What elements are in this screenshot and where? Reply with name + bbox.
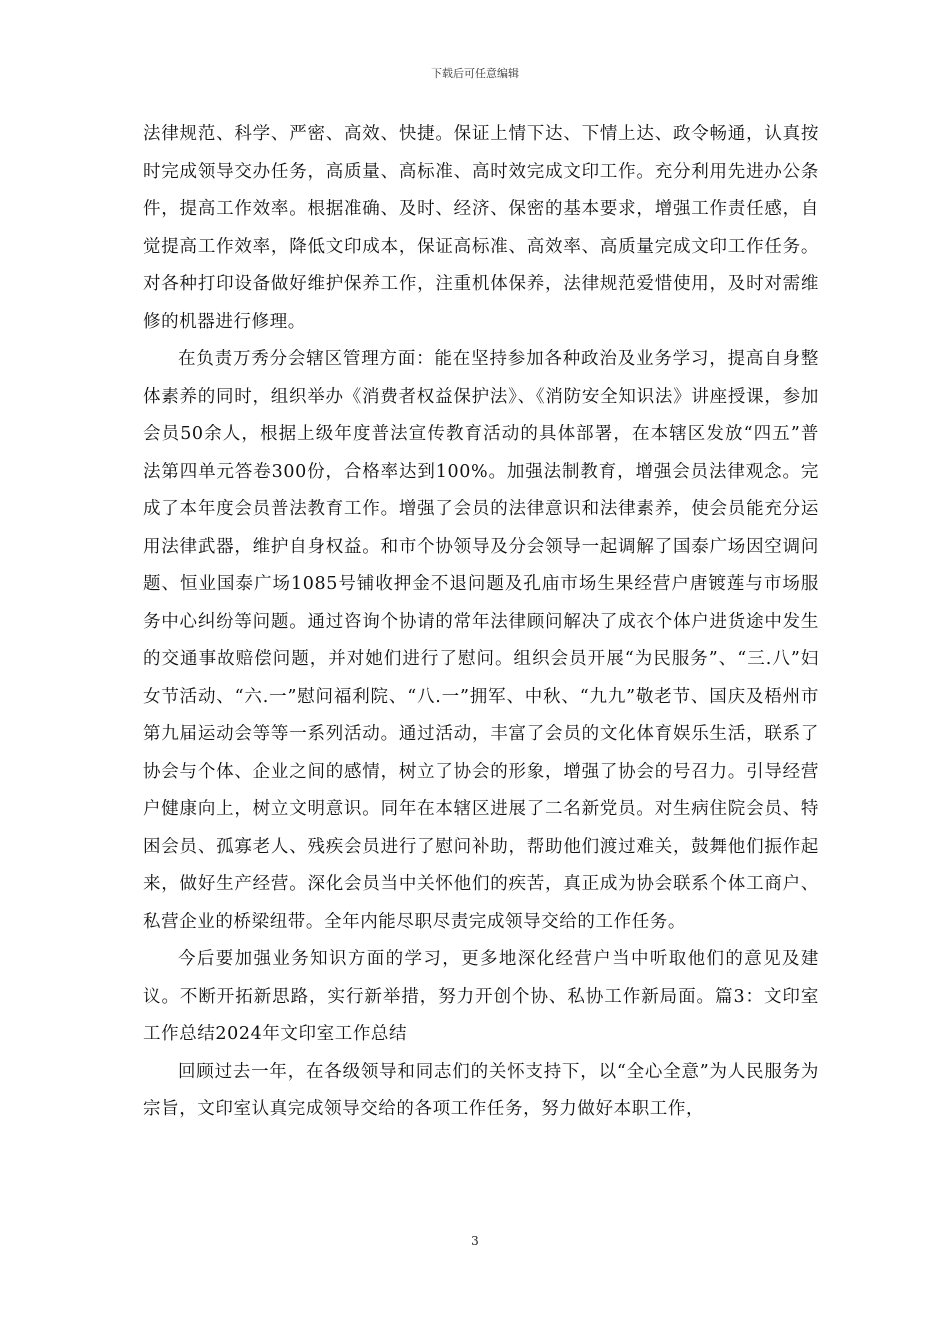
paragraph-review: 回顾过去一年，在各级领导和同志们的关怀支持下，以“全心全意”为人民服务为宗旨，文印室认真完成领导交给的各项工作任务，努力做好本职工作， [143, 1061, 819, 1119]
paragraph-continuation: 法律规范、科学、严密、高效、快捷。保证上情下达、下情上达、政令畅通，认真按时完成领导交办任务，高质量、高标准、高时效完成文印工作。充分利用先进办公条件，提高工作效率。根据准确、及时、经济、保密的基本要求，增强工作责任感，自觉提高工作效率，降低文印成本，保证高标准、高效率、高质量完成文印工作任务。对各种打印设备做好维护保养工作，注重机体保养，法律规范爱惜使用，及时对需维修的机器进行修理。 [143, 124, 819, 332]
document-body [143, 116, 819, 1129]
paragraph-future-plans: 今后要加强业务知识方面的学习，更多地深化经营户当中听取他们的意见及建议。不断开拓新思路，实行新举措，努力开创个协、私协工作新局面。篇3：文印室工作总结2024年文印室工作总结 [143, 949, 819, 1044]
page-header: 下载后可任意编辑 [431, 67, 519, 80]
page-number: 3 [471, 1234, 479, 1248]
paragraph-district-management: 在负责万秀分会辖区管理方面：能在坚持参加各种政治及业务学习，提高自身整体素养的同时，组织举办《消费者权益保护法》、《消防安全知识法》讲座授课，参加会员50余人，根据上级年度普法宣传教育活动的具体部署，在本辖区发放“四五”普法第四单元答卷300份，合格率达到100%。加强法制教育，增强会员法律观念。完成了本年度会员普法教育工作。增强了会员的法律意识和法律素养，使会员能充分运用法律武器，维护自身权益。和市个协领导及分会领导一起调解了国泰广场因空调问题、恒业国泰广场1085号铺收押金不退问题及孔庙市场生果经营户唐镀莲与市场服务中心纠纷等问题。通过咨询个协请的常年法律顾问解决了成衣个体户进货途中发生的交通事故赔偿问题，并对她们进行了慰问。组织会员开展“为民服务”、“三.八”妇女节活动、“六.一”慰问福利院、“八.一”拥军、中秋、“九九”敬老节、国庆及梧州市第九届运动会等等一系列活动。通过活动，丰富了会员的文化体育娱乐生活，联系了协会与个体、企业之间的感情，树立了协会的形象，增强了协会的号召力。引导经营户健康向上，树立文明意识。同年在本辖区进展了二名新党员。对生病住院会员、特困会员、孤寡老人、残疾会员进行了慰问补助，帮助他们渡过难关，鼓舞他们振作起来，做好生产经营。深化会员当中关怀他们的疾苦，真正成为协会联系个体工商户、私营企业的桥梁纽带。全年内能尽职尽责完成领导交给的工作任务。 [143, 349, 819, 932]
